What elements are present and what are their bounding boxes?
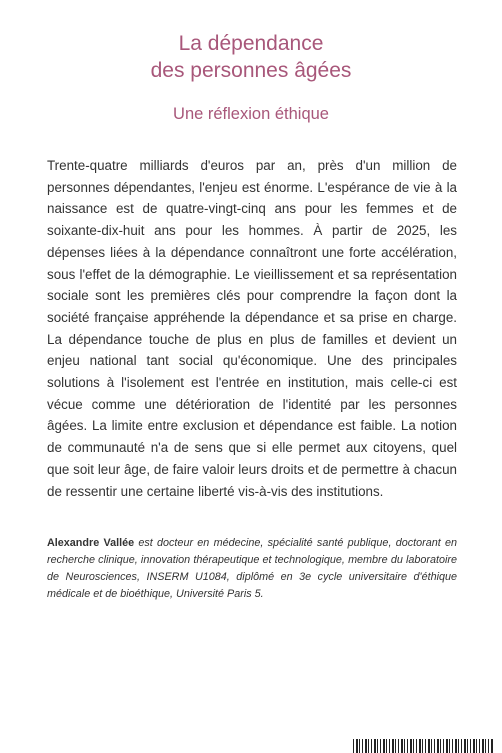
title-line-2: des personnes âgées [150,59,352,82]
author-name: Alexandre Vallée [47,537,135,549]
author-bio [47,535,457,603]
book-subtitle: Une réflexion éthique [173,105,329,123]
author-bio-text: est docteur en médecine, spécialité santé publique, doctorant en recherche clinique, innovation thérapeutique et technologique, membre du laboratoire de Neurosciences, INSERM U1084, diplômé en 3e cycle universitaire d'éthique médicale et de bioéthique, Université Paris 5. [47,537,457,600]
barcode-image [353,739,493,753]
book-title [0,30,502,84]
back-cover-summary: Trente-quatre milliards d'euros par an, près d'un million de personnes dépendantes, l'enjeu est énorme. L'espérance de vie à la naissance est de quatre-vingt-cinq ans pour les femmes et de soixante-dix-huit ans pour les hommes. À partir de 2025, les dépenses liées à la dépendance connaîtront une forte accélération, sous l'effet de la démographie. Le vieillissement et sa représentation sociale sont les premières clés pour comprendre la façon dont la société française appréhende la dépendance et sa prise en charge. La dépendance touche de plus en plus de familles et devient un enjeu national tant social qu'économique. Une des principales solutions à l'isolement est l'entrée en institution, mais celle-ci est vécue comme une détérioration de l'identité par les personnes âgées. La limite entre exclusion et dépendance est faible. La notion de communauté n'a de sens que si elle permet aux citoyens, quel que soit leur âge, de faire valoir leurs droits et de permettre à chacun de ressentir une certaine liberté vis-à-vis des institutions. [47,158,457,499]
title-line-1: La dépendance [178,32,324,55]
